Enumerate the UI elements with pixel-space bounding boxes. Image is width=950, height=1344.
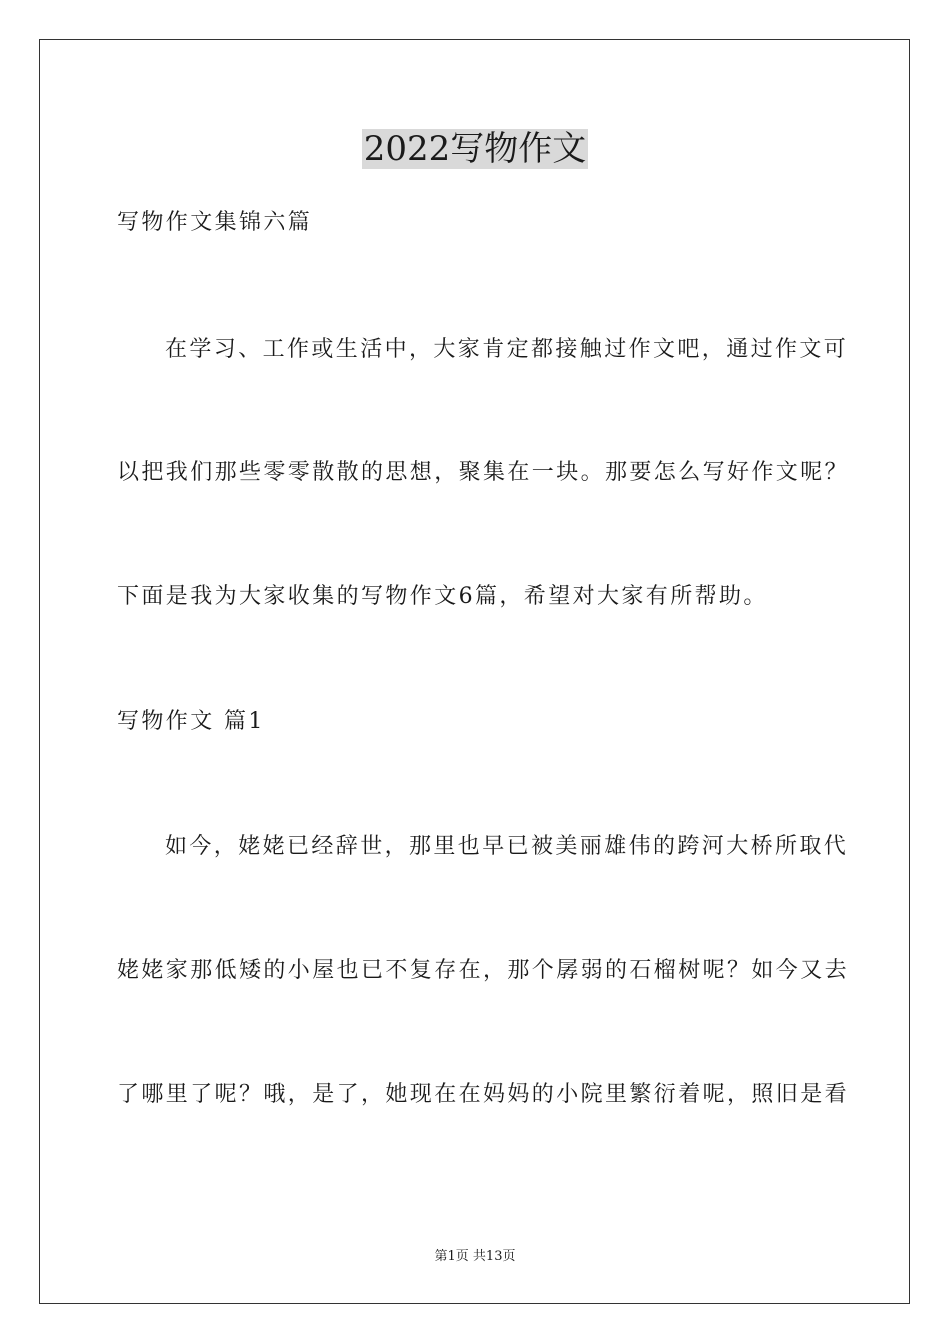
collection-subtitle: 写物作文集锦六篇 (117, 210, 313, 235)
paragraph-line-4: 如今，姥姥已经辞世，那里也早已被美丽雄伟的跨河大桥所取代 (165, 834, 849, 859)
section-heading: 写物作文 篇1 (117, 709, 265, 734)
paragraph-line-3: 下面是我为大家收集的写物作文6篇，希望对大家有所帮助。 (117, 584, 768, 609)
paragraph-line-6: 了哪里了呢？哦，是了，她现在在妈妈的小院里繁衍着呢，照旧是看 (117, 1082, 850, 1107)
paragraph-line-2: 以把我们那些零零散散的思想，聚集在一块。那要怎么写好作文呢？ (117, 460, 850, 485)
page-footer: 第1页 共13页 (434, 1249, 516, 1264)
document-title (0, 128, 950, 170)
paragraph-line-1: 在学习、工作或生活中，大家肯定都接触过作文吧，通过作文可 (165, 337, 849, 362)
paragraph-line-5: 姥姥家那低矮的小屋也已不复存在，那个孱弱的石榴树呢？如今又去 (117, 958, 850, 983)
document-title-text: 2022写物作文 (363, 129, 587, 169)
